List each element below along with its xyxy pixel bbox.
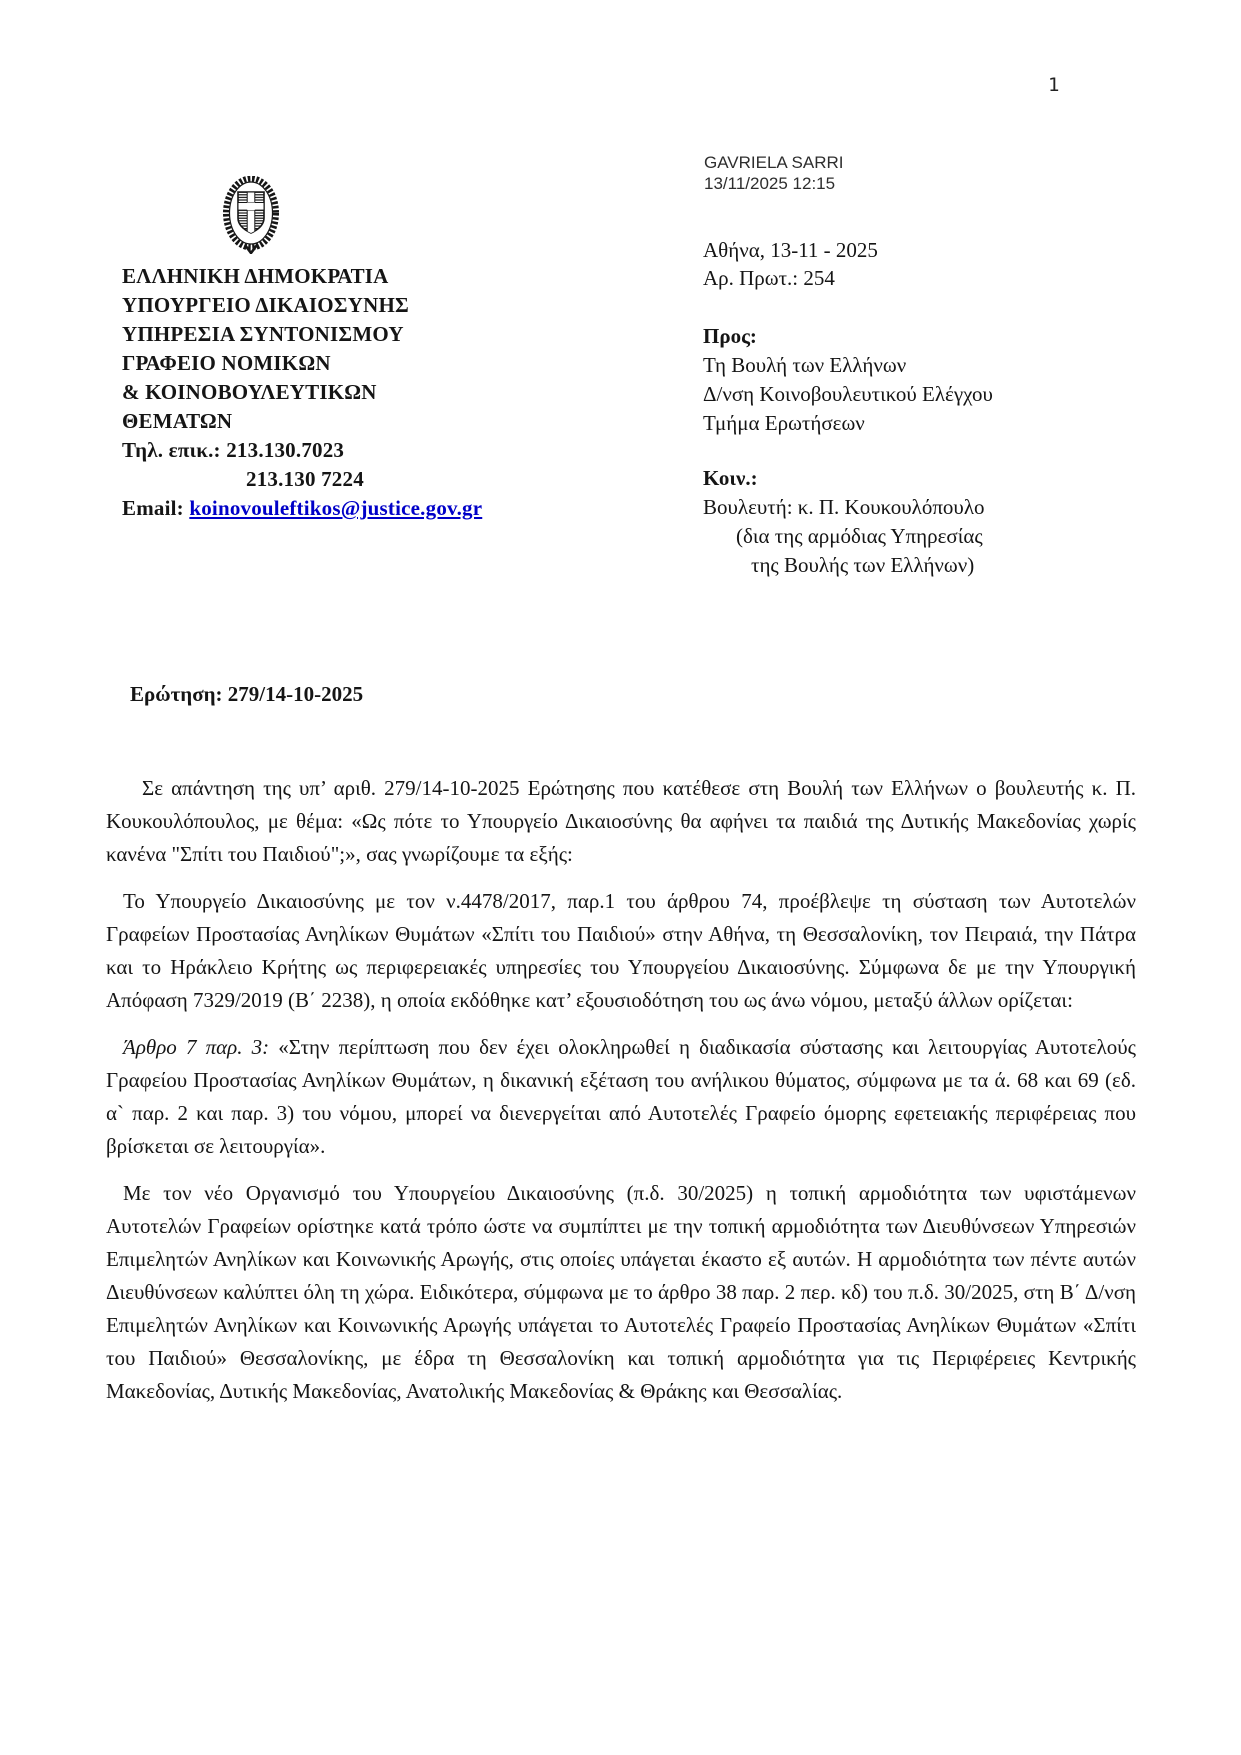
cc-line: (δια της αρμόδιας Υπηρεσίας [736, 524, 983, 548]
paragraph-1: Σε απάντηση της υπ’ αριθ. 279/14-10-2025 Ερώτησης που κατέθεσε στη Βουλή των Ελλήνων ο βουλευτής κ. Π. Κουκουλόπουλος, με θέμα: «Ως πότε το Υπουργείο Δικαιοσύνης θα αφήνει τα παιδιά της Δυτικής Μακεδονίας χωρίς κανένα "Σπίτι του Παιδιού";», σας γνωρίζουμε τα εξής: [106, 776, 1136, 866]
to-line: Δ/νση Κοινοβουλευτικού Ελέγχου [703, 382, 993, 406]
sender-line: & ΚΟΙΝΟΒΟΥΛΕΥΤΙΚΩΝ [122, 380, 377, 404]
city-date: Αθήνα, 13-11 - 2025 [703, 238, 878, 262]
paragraph-3-quote: «Στην περίπτωση που δεν έχει ολοκληρωθεί η διαδικασία σύστασης και λειτουργίας Αυτοτελούς Γραφείου Προστασίας Ανηλίκων Θυμάτων, η δικανική εξέταση του ανήλικου θύματος, σύμφωνα με τα ά. 68 και 69 (εδ. α` παρ. 2 και παρ. 3) του νόμου, μπορεί να διενεργείται από Αυτοτελές Γραφείο όμορης εφετειακής περιφέρειας που βρίσκεται σε λειτουργία». [106, 1035, 1137, 1158]
sender-line: ΘΕΜΑΤΩΝ [122, 409, 233, 433]
cc-label: Κοιν.: [703, 466, 758, 490]
page-number: 1 [1048, 74, 1060, 96]
protocol-number: Αρ. Πρωτ.: 254 [703, 266, 835, 290]
to-line: Τμήμα Ερωτήσεων [703, 411, 865, 435]
phone-line [122, 436, 562, 465]
subject-line: Ερώτηση: 279/14-10-2025 [130, 682, 364, 706]
sender-line: ΥΠΟΥΡΓΕΙΟ ΔΙΚΑΙΟΣΥΝΗΣ [122, 293, 409, 317]
stamp-datetime: 13/11/2025 12:15 [704, 174, 836, 193]
phone-label: Τηλ. επικ.: [122, 438, 221, 462]
cc-line: της Βουλής των Ελλήνων) [751, 553, 975, 577]
cc-line: Βουλευτή: κ. Π. Κουκουλόπουλο [703, 495, 985, 519]
recipient-cc-block [703, 464, 985, 580]
signature-stamp [704, 152, 844, 194]
phone-number-1: 213.130.7023 [226, 438, 345, 462]
paragraph-3 [106, 1031, 1136, 1163]
sender-block [122, 262, 562, 523]
email-line [122, 494, 562, 523]
email-link[interactable]: koinovouleftikos@justice.gov.gr [189, 496, 483, 520]
sender-line: ΕΛΛΗΝΙΚΗ ΔΗΜΟΚΡΑΤΙΑ [122, 264, 389, 288]
paragraph-2: Το Υπουργείο Δικαιοσύνης με τον ν.4478/2017, παρ.1 του άρθρου 74, προέβλεψε τη σύσταση των Αυτοτελών Γραφείων Προστασίας Ανηλίκων Θυμάτων «Σπίτι του Παιδιού» στην Αθήνα, τη Θεσσαλονίκη, τον Πειραιά, την Πάτρα και το Ηράκλειο Κρήτης ως περιφερειακές υπηρεσίες του Υπουργείου Δικαιοσύνης. Σύμφωνα δε με την Υπουργική Απόφαση 7329/2019 (Β΄ 2238), η οποία εκδόθηκε κατ’ εξουσιοδότηση του ως άνω νόμου, μεταξύ άλλων ορίζεται: [106, 889, 1136, 1012]
recipient-to-block [703, 322, 993, 438]
greek-coat-of-arms-icon [222, 176, 280, 254]
meta-block [703, 236, 878, 292]
paragraph-4: Με τον νέο Οργανισμό του Υπουργείου Δικαιοσύνης (π.δ. 30/2025) η τοπική αρμοδιότητα των υφιστάμενων Αυτοτελών Γραφείων ορίστηκε κατά τρόπο ώστε να συμπίπτει με την τοπική αρμοδιότητα των Διευθύνσεων Υπηρεσιών Επιμελητών Ανηλίκων και Κοινωνικής Αρωγής, στις οποίες υπάγεται έκαστο εξ αυτών. Η αρμοδιότητα των πέντε αυτών Διευθύνσεων καλύπτει όλη τη χώρα. Ειδικότερα, σύμφωνα με το άρθρο 38 παρ. 2 περ. κδ) του π.δ. 30/2025, στη Β΄ Δ/νση Επιμελητών Ανηλίκων και Κοινωνικής Αρωγής υπάγεται το Αυτοτελές Γραφείο Προστασίας Ανηλίκων Θυμάτων «Σπίτι του Παιδιού» Θεσσαλονίκης, με έδρα τη Θεσσαλονίκη και τοπική αρμοδιότητα για τις Περιφέρειες Κεντρικής Μακεδονίας, Δυτικής Μακεδονίας, Ανατολικής Μακεδονίας & Θράκης και Θεσσαλίας. [106, 1181, 1136, 1403]
sender-line: ΥΠΗΡΕΣΙΑ ΣΥΝΤΟΝΙΣΜΟΥ [122, 322, 404, 346]
paragraph-3-article-lead: Άρθρο 7 παρ. 3: [123, 1035, 270, 1059]
phone-number-2: 213.130 7224 [246, 467, 364, 491]
stamp-signer-name: GAVRIELA SARRI [704, 153, 844, 172]
sender-line: ΓΡΑΦΕΙΟ ΝΟΜΙΚΩΝ [122, 351, 331, 375]
to-label: Προς: [703, 324, 757, 348]
letter-body [106, 772, 1136, 1408]
to-line: Τη Βουλή των Ελλήνων [703, 353, 907, 377]
email-label: Email: [122, 496, 184, 520]
